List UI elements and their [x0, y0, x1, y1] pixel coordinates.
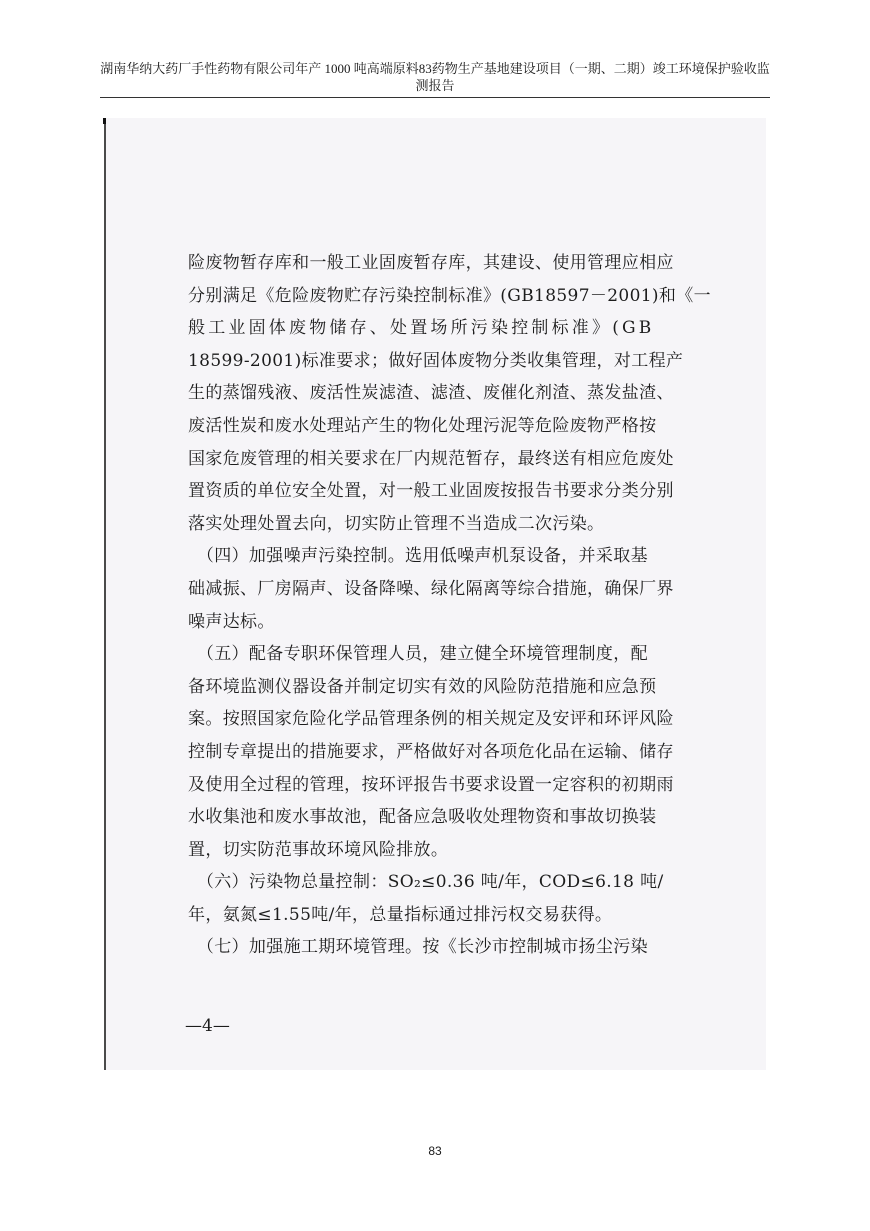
text-line: 生的蒸馏残液、废活性炭滤渣、滤渣、废催化剂渣、蒸发盐渣、 [188, 383, 674, 404]
header-title-line-2: 测报告 [415, 78, 455, 93]
text-line: 险废物暂存库和一般工业固废暂存库，其建设、使用管理应相应 [188, 253, 674, 273]
text-line: 落实处理处置去向，切实防止管理不当造成二次污染。 [188, 513, 605, 534]
text-line: 噪声达标。 [188, 611, 275, 632]
text-line: 分别满足《危险废物贮存污染控制标准》(GB18597－2001)和《一 [188, 285, 711, 306]
header-divider [100, 97, 770, 98]
scan-left-border [104, 118, 106, 1070]
document-header [100, 60, 770, 94]
scanned-page-number: —4— [185, 1016, 230, 1036]
text-line: 控制专章提出的措施要求，严格做好对各项危化品在运输、储存 [188, 741, 674, 762]
text-line: （七）加强施工期环境管理。按《长沙市控制城市扬尘污染 [188, 937, 648, 958]
text-line: 及使用全过程的管理，按环评报告书要求设置一定容积的初期雨 [188, 774, 674, 795]
text-line: （五）配备专职环保管理人员，建立健全环境管理制度，配 [188, 644, 648, 665]
text-line: 年，氨氮≤1.55吨/年，总量指标通过排污权交易获得。 [188, 904, 613, 925]
text-line: 础减振、厂房隔声、设备降噪、绿化隔离等综合措施，确保厂界 [188, 578, 674, 599]
text-line: 18599-2001)标准要求；做好固体废物分类收集管理，对工程产 [188, 350, 684, 371]
footer-page-number: 83 [428, 1144, 442, 1158]
scan-corner-mark [103, 118, 106, 124]
text-line: 废活性炭和废水处理站产生的物化处理污泥等危险废物严格按 [188, 415, 657, 436]
text-line: （六）污染物总量控制：SO₂≤0.36 吨/年，COD≤6.18 吨/ [188, 872, 664, 893]
text-line: 置资质的单位安全处置，对一般工业固废按报告书要求分类分别 [188, 481, 674, 502]
text-line: 案。按照国家危险化学品管理条例的相关规定及安评和环评风险 [188, 709, 674, 730]
text-line: 水收集池和废水事故池，配备应急吸收处理物资和事故切换装 [188, 807, 657, 828]
text-line: 备环境监测仪器设备并制定切实有效的风险防范措施和应急预 [188, 676, 657, 697]
header-title-line-1: 湖南华纳大药厂手性药物有限公司年产 1000 吨高端原料83药物生产基地建设项目（一期、二期）竣工环境保护验收监 [100, 61, 770, 76]
text-line: 国家危废管理的相关要求在厂内规范暂存，最终送有相应危废处 [188, 448, 674, 469]
text-line: 置，切实防范事故环境风险排放。 [188, 839, 449, 860]
text-line: （四）加强噪声污染控制。选用低噪声机泵设备，并采取基 [188, 546, 648, 567]
text-line: 般工业固体废物储存、处置场所污染控制标准》(GB [188, 318, 655, 339]
scanned-page-text [188, 247, 711, 964]
